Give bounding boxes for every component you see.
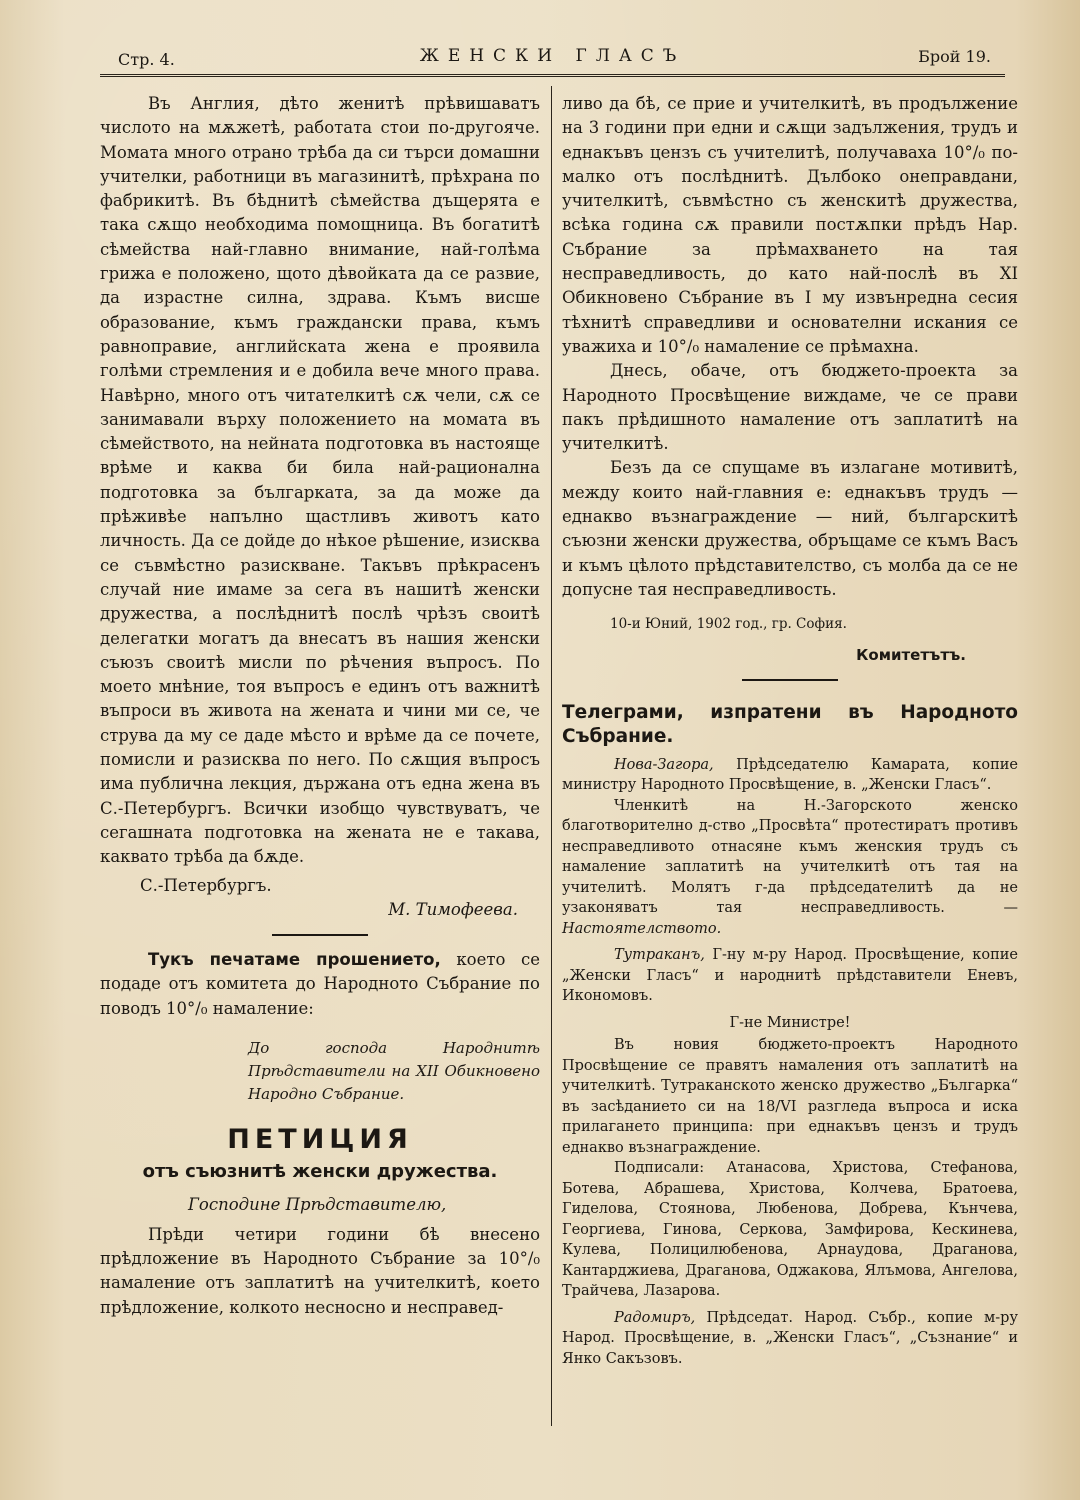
telegram-address: Прѣдседателю Камарата, копие министру Народното Просвѣщение, в. „Женски Гласъ“. xyxy=(562,756,1018,794)
petition-salutation: Господине Прѣдставителю, xyxy=(188,1194,447,1214)
petition-paragraph-2: Днесь, обаче, отъ бюджето-проекта за Народното Просвѣщение виждаме, че се прави пакъ прѣдишното намаление отъ заплатитѣ на учителкитѣ. xyxy=(562,361,1018,454)
telegram-place: Радомиръ, xyxy=(614,1309,696,1326)
right-column xyxy=(562,92,1018,1369)
petition-address: До господа Народнитѣ Прѣдставители на XII Обикновено Народно Събрание. xyxy=(248,1038,540,1103)
telegram-tutrakan xyxy=(562,945,1018,1302)
petition-signature: Комитетътъ. xyxy=(856,645,966,664)
telegram-nova-zagora xyxy=(562,755,1018,940)
telegrams-heading: Телеграми, изпратени въ Народното Събрание. xyxy=(562,701,1018,747)
petition-dateline: 10-и Юний, 1902 год., гр. София. xyxy=(610,616,847,633)
telegram-body: Въ новия бюджето-проектъ Народното Просвѣщение се правятъ намаления отъ заплатитѣ на учителкитѣ. Тутраканското женско дружество „Българка“ въ засѣданието си на 18/VI разгледа въпроса и иска прилагането принципа: при еднакъвъ цензъ и трудъ еднакво възнаграждение. xyxy=(562,1037,1018,1156)
telegram-address: Прѣдседат. Народ. Събр., копие м-ру Народ. Просвѣщение, в. „Женски Гласъ“, „Съзнание“ и Янко Сакъзовъ. xyxy=(562,1309,1018,1367)
issue-number: Брой 19. xyxy=(918,47,991,66)
page-number: Стр. 4. xyxy=(118,50,175,69)
telegram-radomir xyxy=(562,1308,1018,1370)
telegram-signatures: Подписали: Атанасова, Христова, Стефанова, Ботева, Абрашева, Христова, Колчева, Братоева, Гиделова, Стоянова, Любенова, Добрева, Кънчева, Георгиева, Гинова, Серкова, Замфирова, Кескинева, Кулева, Полицилюбенова, Арнаудова, Драганова, Кантарджиева, Драганова, Оджакова, Ялъмова, Ангелова, Трайчева, Лазарова. xyxy=(562,1160,1018,1300)
petition-intro xyxy=(100,948,540,1021)
telegram-salutation: Г-не Министре! xyxy=(729,1014,851,1031)
article-place: С.-Петербургъ. xyxy=(140,875,272,895)
section-divider xyxy=(272,934,368,936)
petition-intro-bold: Тукъ печатаме прошението, xyxy=(148,950,441,970)
petition-paragraph-3: Безъ да се спущаме въ излагане мотивитѣ, между които най-главния е: еднакъвъ трудъ — еднакво възнаграждение — ний, българскитѣ съюзни женски дружества, обръщаме се къмъ Васъ и къмъ цѣлото прѣдставителство, съ молба да се не допусне тая несправедливость. xyxy=(562,458,1018,599)
left-column xyxy=(100,92,540,1320)
petition-subtitle: отъ съюзнитѣ женски дружества. xyxy=(142,1161,498,1183)
article-paragraph: Въ Англия, дѣто женитѣ прѣвишаватъ числото на мѫжетѣ, работата стои по-другояче. Момата много отрано трѣба да си търси домашни учителки, работници въ магазинитѣ, прѣхрана по фабрикитѣ. Въ бѣднитѣ сѣмейства дъщерята е така сѫщо необходима помощница. Въ богатитѣ сѣмейства най-главно внимание, най-голѣма грижа е положено, щото дѣвойката да се развие, да израстне силна, здрава. Къмъ висше образование, къмъ граждански права, къмъ равноправие, английската жена е проявила голѣми стремления и е добила вече много права. Навѣрно, много отъ читателкитѣ сѫ чели, сѫ се занимавали върху положението на момата въ сѣмейството, на нейната подготовка въ настояще врѣме и каква би била най-рационална подготовка за българката, за да може да прѣживѣе напълно щастливъ животъ като личность. Да се дойде до нѣкое рѣшение, изисква се съвмѣстно разискване. Такъвъ прѣкрасенъ случай ние имаме за сега въ нашитѣ женски дружества, а послѣднитѣ послѣ чрѣзъ своитѣ делегатки могатъ да внесатъ въ нашия женски съюзъ своитѣ мисли по рѣчения въпросъ. По моето мнѣние, тоя въпросъ е единъ отъ важнитѣ въпроси въ живота на жената и чини ми се, че струва да му се даде мѣсто и врѣме да се почете, помисли и разисква по него. По сѫщия въпросъ има публична лекция, държана отъ една жена въ С.-Петербургъ. Всички изобщо чувствуватъ, че сегашната подготовка на жената не е такава, каквато трѣба да бѫде. xyxy=(100,94,540,867)
telegram-signature: Настоятелството. xyxy=(562,920,722,937)
petition-paragraph-1-start: Прѣди четири години бѣ внесено прѣдложение въ Народното Събрание за 10°/₀ намаление отъ заплатитѣ на учителкитѣ, което прѣдложение, колкото несносно и несправед- xyxy=(100,1224,540,1317)
telegram-place: Нова-Загора, xyxy=(614,756,714,773)
newspaper-title: ЖЕНСКИ ГЛАСЪ xyxy=(419,46,686,66)
petition-intro-text: което се подаде отъ комитета до Народното Събрание по поводъ 10°/₀ намаление: xyxy=(100,950,540,1018)
telegram-place: Тутраканъ, xyxy=(614,947,705,964)
column-divider xyxy=(551,86,552,1426)
page-header xyxy=(100,40,1005,77)
article-author: М. Тимофеева. xyxy=(388,899,518,919)
petition-paragraph-1-end: ливо да бѣ, се прие и учителкитѣ, въ продължение на 3 години при едни и сѫщи задължения, трудъ и еднакъвъ цензъ съ учителитѣ, получаваха 10°/₀ по-малко отъ послѣднитѣ. Дълбоко онеправдани, учителкитѣ, съвмѣстно съ женскитѣ дружества, всѣка година сѫ правили постѫпки прѣдъ Нар. Събрание за прѣмахването на тая несправедливость, до като най-послѣ въ XI Обикновено Събрание въ I му извънредна сесия тѣхнитѣ справедливи и основателни искания се уважиха и 10°/₀ намаление се прѣмахна. xyxy=(562,94,1018,356)
petition-title: ПЕТИЦИЯ xyxy=(227,1123,413,1155)
telegram-body: Членкитѣ на Н.-Загорското женско благотворително д-ство „Просвѣта“ протестиратъ противъ несправедливото отнасяне къмъ женския трудъ съ намаление заплатитѣ на учителкитѣ отъ тая на учителитѣ. Молятъ г-да прѣдседателитѣ да не узаконяватъ тая несправедливость. — xyxy=(562,797,1018,917)
section-divider xyxy=(742,679,838,681)
telegram-address: Г-ну м-ру Народ. Просвѣщение, копие „Женски Гласъ“ и народнитѣ прѣдставители Еневъ, Икономовъ. xyxy=(562,947,1019,1005)
